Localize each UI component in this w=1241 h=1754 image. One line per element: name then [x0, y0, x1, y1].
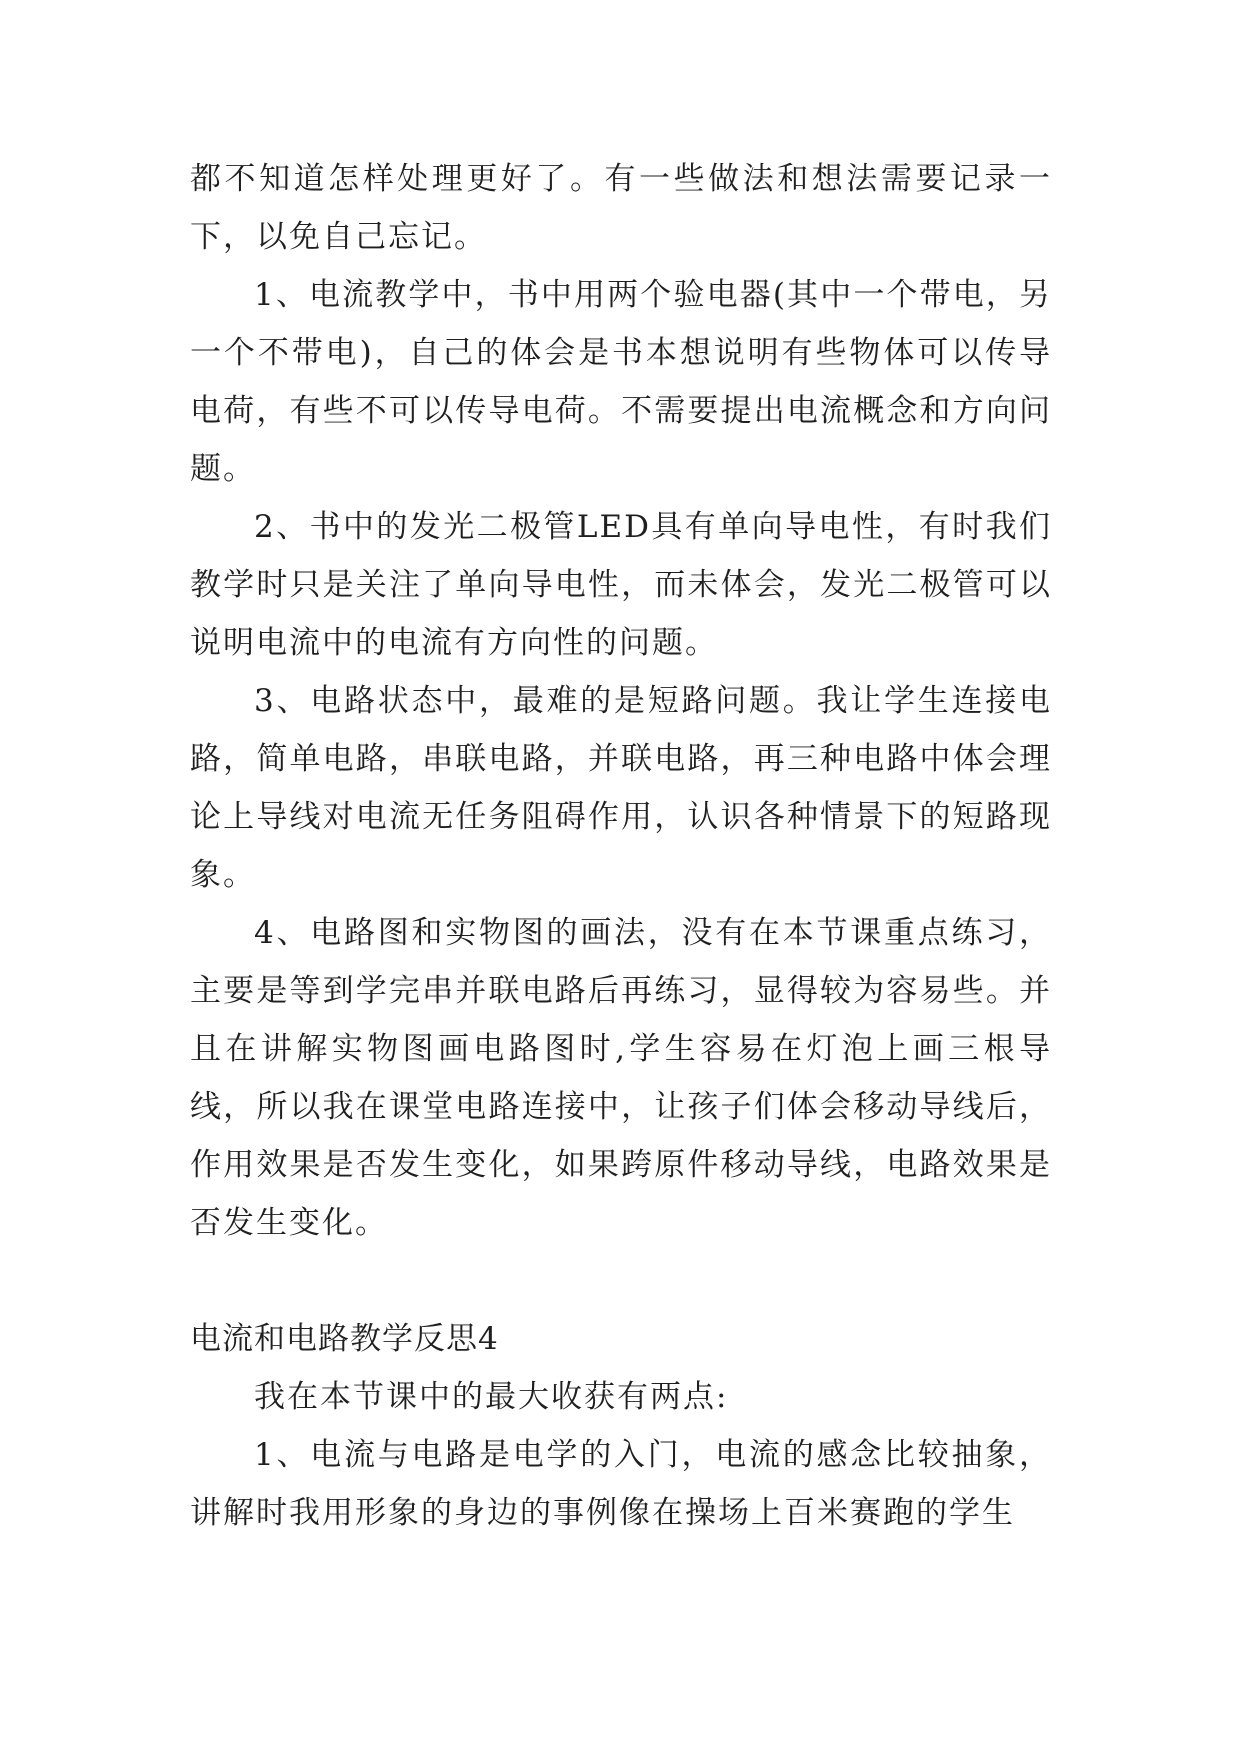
- paragraph-intro: 我在本节课中的最大收获有两点:: [254, 1379, 729, 1415]
- paragraph-point-1: 1、电流教学中，书中用两个验电器(其中一个带电，另一个不带电)，自己的体会是书本想说明有些物体可以传导电荷，有些不可以传导电荷。不需要提出电流概念和方向问题。: [190, 277, 1052, 487]
- paragraph-gain-1: 1、电流与电路是电学的入门，电流的感念比较抽象，讲解时我用形象的身边的事例像在操场上百米赛跑的学生: [190, 1437, 1052, 1531]
- paragraph-continuation: 都不知道怎样处理更好了。有一些做法和想法需要记录一下，以免自己忘记。: [190, 161, 1052, 255]
- paragraph-point-3: 3、电路状态中，最难的是短路问题。我让学生连接电路，简单电路，串联电路，并联电路，再三种电路中体会理论上导线对电流无任务阻碍作用，认识各种情景下的短路现象。: [190, 683, 1052, 893]
- section-heading: 电流和电路教学反思4: [190, 1321, 499, 1357]
- paragraph-point-4: 4、电路图和实物图的画法，没有在本节课重点练习，主要是等到学完串并联电路后再练习，显得较为容易些。并且在讲解实物图画电路图时,学生容易在灯泡上画三根导线，所以我在课堂电路连接中，让孩子们体会移动导线后，作用效果是否发生变化，如果跨原件移动导线，电路效果是否发生变化。: [190, 915, 1052, 1241]
- document-body: [190, 150, 1052, 1542]
- paragraph-point-2: 2、书中的发光二极管LED具有单向导电性，有时我们教学时只是关注了单向导电性，而未体会，发光二极管可以说明电流中的电流有方向性的问题。: [190, 509, 1052, 661]
